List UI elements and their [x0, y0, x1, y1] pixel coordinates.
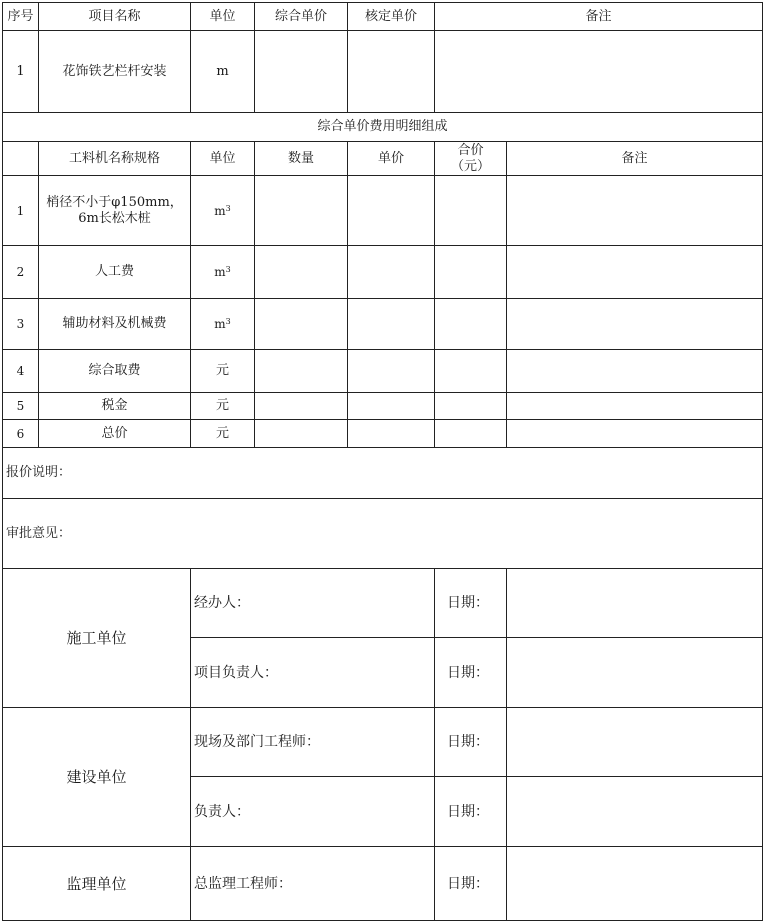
- detail-header-quantity: 数量: [255, 142, 348, 176]
- header-composite-price: 综合单价: [255, 3, 348, 31]
- detail-header-unit-price: 单价: [348, 142, 435, 176]
- signature-row: [3, 569, 763, 638]
- supervision-unit-label: 监理单位: [3, 847, 191, 921]
- detail-unit: [191, 246, 255, 299]
- detail-seq: 5: [3, 393, 39, 420]
- header-unit: 单位: [191, 3, 255, 31]
- detail-unit-price: [348, 350, 435, 393]
- detail-unit-price: [348, 420, 435, 448]
- date-label: 日期：: [435, 638, 507, 708]
- owner-principal-label: 负责人：: [191, 777, 435, 847]
- detail-header-seq: [3, 142, 39, 176]
- item-unit: m: [191, 31, 255, 113]
- date-label: 日期：: [435, 708, 507, 777]
- owner-unit-label: 建设单位: [3, 708, 191, 847]
- detail-header-name: 工料机名称规格: [39, 142, 191, 176]
- detail-name-line2: 6m长松木桩: [78, 210, 151, 226]
- detail-total: [435, 393, 507, 420]
- detail-name: 人工费: [39, 246, 191, 299]
- detail-seq: 1: [3, 176, 39, 246]
- detail-row: [3, 420, 763, 448]
- detail-total: [435, 350, 507, 393]
- date-label: 日期：: [435, 847, 507, 921]
- detail-seq: 6: [3, 420, 39, 448]
- detail-seq: 3: [3, 299, 39, 350]
- detail-unit-base: m: [214, 203, 226, 218]
- detail-header-total: [435, 142, 507, 176]
- detail-header-total-line1: 合价: [457, 142, 484, 158]
- detail-unit: 元: [191, 393, 255, 420]
- detail-unit-base: m: [214, 317, 226, 331]
- date-value: [507, 847, 763, 921]
- detail-unit-price: [348, 393, 435, 420]
- pricing-note-label: 报价说明：: [3, 448, 763, 499]
- signature-row: [3, 847, 763, 921]
- detail-unit: 元: [191, 350, 255, 393]
- detail-row: [3, 246, 763, 299]
- detail-row: [3, 350, 763, 393]
- detail-total: [435, 176, 507, 246]
- detail-seq: 2: [3, 246, 39, 299]
- date-value: [507, 777, 763, 847]
- detail-unit-price: [348, 299, 435, 350]
- construction-pm-label: 项目负责人：: [191, 638, 435, 708]
- date-label: 日期：: [435, 777, 507, 847]
- detail-name-line1: 梢径不小于φ150mm，: [46, 194, 183, 210]
- detail-unit-base: m: [214, 265, 226, 279]
- detail-remarks: [507, 350, 763, 393]
- signature-row: [3, 708, 763, 777]
- detail-seq: 4: [3, 350, 39, 393]
- detail-remarks: [507, 393, 763, 420]
- detail-quantity: [255, 420, 348, 448]
- detail-name: 总价: [39, 420, 191, 448]
- detail-unit-sup: 3: [225, 317, 231, 326]
- detail-row: [3, 176, 763, 246]
- detail-title-row: [3, 113, 763, 142]
- item-seq: 1: [3, 31, 39, 113]
- detail-quantity: [255, 246, 348, 299]
- detail-quantity: [255, 350, 348, 393]
- approval-label: 审批意见：: [3, 499, 763, 569]
- detail-header-unit: 单位: [191, 142, 255, 176]
- detail-name: [39, 176, 191, 246]
- detail-unit-sup: 3: [225, 265, 231, 274]
- item-composite-price: [255, 31, 348, 113]
- date-value: [507, 569, 763, 638]
- item-row: [3, 31, 763, 113]
- price-approval-form: [2, 2, 763, 921]
- detail-unit: [191, 299, 255, 350]
- detail-total: [435, 246, 507, 299]
- detail-unit: [191, 176, 255, 246]
- detail-unit-sup: 3: [225, 203, 231, 213]
- detail-row: [3, 299, 763, 350]
- detail-remarks: [507, 420, 763, 448]
- detail-title: 综合单价费用明细组成: [3, 113, 763, 142]
- main-header-row: [3, 3, 763, 31]
- item-approved-price: [348, 31, 435, 113]
- detail-name: 税金: [39, 393, 191, 420]
- detail-total: [435, 299, 507, 350]
- header-remarks: 备注: [435, 3, 763, 31]
- detail-quantity: [255, 176, 348, 246]
- detail-row: [3, 393, 763, 420]
- detail-header-total-line2: （元）: [450, 158, 490, 174]
- detail-remarks: [507, 176, 763, 246]
- pricing-note-row: [3, 448, 763, 499]
- detail-remarks: [507, 299, 763, 350]
- date-value: [507, 638, 763, 708]
- detail-total: [435, 420, 507, 448]
- item-remarks: [435, 31, 763, 113]
- header-item-name: 项目名称: [39, 3, 191, 31]
- construction-handler-label: 经办人：: [191, 569, 435, 638]
- detail-unit-price: [348, 176, 435, 246]
- detail-name: 辅助材料及机械费: [39, 299, 191, 350]
- item-name: 花饰铁艺栏杆安装: [39, 31, 191, 113]
- header-seq: 序号: [3, 3, 39, 31]
- detail-name: 综合取费: [39, 350, 191, 393]
- date-label: 日期：: [435, 569, 507, 638]
- chief-supervisor-label: 总监理工程师：: [191, 847, 435, 921]
- construction-unit-label: 施工单位: [3, 569, 191, 708]
- detail-quantity: [255, 393, 348, 420]
- detail-header-row: [3, 142, 763, 176]
- detail-unit: 元: [191, 420, 255, 448]
- owner-engineer-label: 现场及部门工程师：: [191, 708, 435, 777]
- date-value: [507, 708, 763, 777]
- header-approved-price: 核定单价: [348, 3, 435, 31]
- detail-unit-price: [348, 246, 435, 299]
- detail-quantity: [255, 299, 348, 350]
- detail-remarks: [507, 246, 763, 299]
- approval-row: [3, 499, 763, 569]
- detail-header-remarks: 备注: [507, 142, 763, 176]
